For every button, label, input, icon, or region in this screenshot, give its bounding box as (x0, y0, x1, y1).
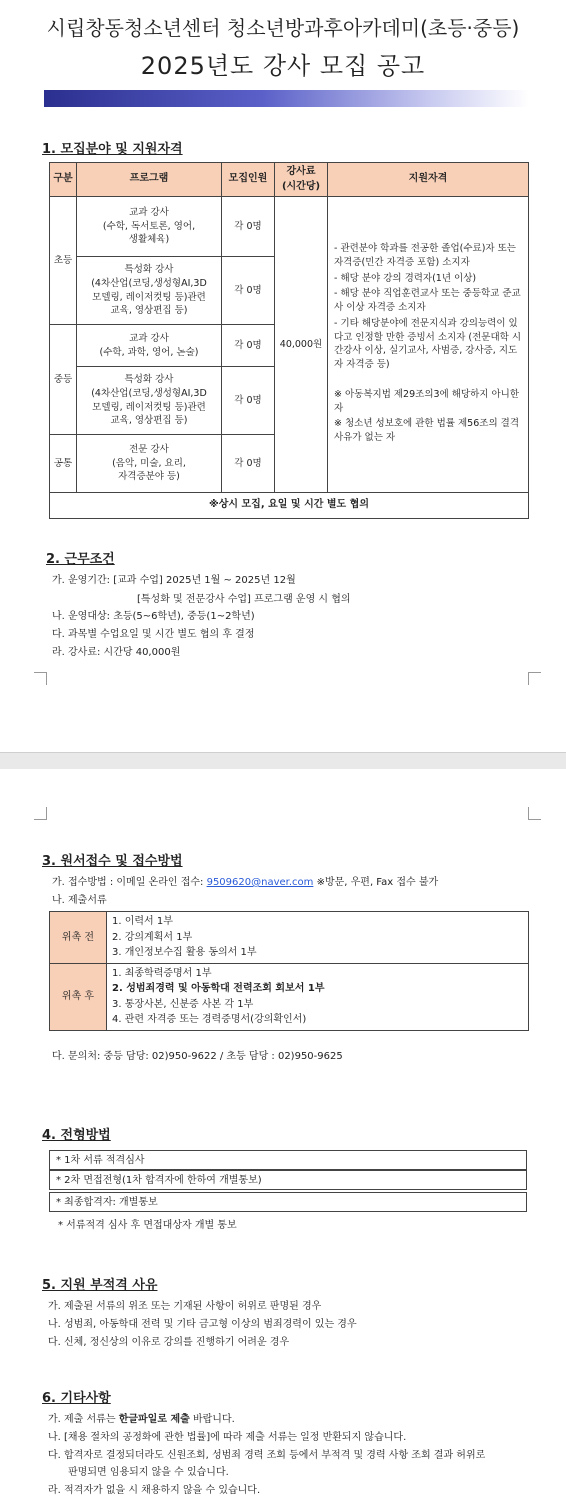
screening-row: * 1차 서류 적격심사 (49, 1150, 527, 1170)
program-cell: 특성화 강사 (4차산업(코딩,생성형AI,3D 모델링, 레이저컷팅 등)관련 교육, 영상편집 등) (77, 367, 222, 435)
work-line: [특성화 및 전문강사 수업] 프로그램 운영 시 협의 (137, 594, 351, 605)
etc-line: 나. [채용 절차의 공정화에 관한 법률]에 따라 제출 서류는 일정 반환되지 않습니다. (48, 1432, 407, 1443)
col-header-program: 프로그램 (77, 163, 222, 197)
section3-heading: 3. 원서접수 및 접수방법 (42, 854, 183, 869)
screening-note: * 서류적격 심사 후 면접대상자 개별 통보 (58, 1220, 237, 1231)
work-line: 다. 과목별 수업요일 및 시간 별도 협의 후 결정 (52, 629, 255, 640)
col-header-division: 구분 (50, 163, 77, 197)
program-cell: 전문 강사 (음악, 미술, 요리, 자격증분야 등) (77, 435, 222, 493)
apply-method: 가. 접수방법 : 이메일 온라인 접수: 9509620@naver.com ※방문, 우편, Fax 접수 불가 (52, 877, 439, 888)
document-page-1 (0, 0, 566, 752)
work-line: 가. 운영기간: [교과 수업] 2025년 1월 ~ 2025년 12월 (52, 575, 296, 586)
contact-line: 다. 문의처: 중등 담당: 02)950-9622 / 초등 담당 : 02)950-9625 (52, 1051, 343, 1062)
recruit-table (49, 162, 529, 519)
col-header-count: 모집인원 (222, 163, 275, 197)
col-header-fee: 강사료 (시간당) (275, 163, 328, 197)
etc-line: 가. 제출 서류는 한글파일로 제출 바랍니다. (48, 1414, 235, 1425)
page-corner-mark (34, 807, 47, 820)
work-line: 나. 운영대상: 초등(5~6학년), 중등(1~2학년) (52, 611, 255, 622)
count-cell: 각 0명 (222, 257, 275, 325)
after-label: 위촉 후 (50, 963, 107, 1030)
documents-table (49, 911, 529, 1031)
screening-row: * 최종합격자: 개별통보 (49, 1192, 527, 1212)
section1-heading: 1. 모집분야 및 지원자격 (42, 142, 183, 157)
count-cell: 각 0명 (222, 435, 275, 493)
ineligible-line: 다. 신체, 정신상의 이유로 강의를 진행하기 어려운 경우 (48, 1337, 290, 1348)
program-cell: 특성화 강사 (4차산업(코딩,생성형AI,3D 모델링, 레이저컷팅 등)관련 교육, 영상편집 등) (77, 257, 222, 325)
work-line: 라. 강사료: 시간당 40,000원 (52, 647, 181, 658)
qualification-cell: - 관련분야 학과를 전공한 졸업(수료)자 또는 자격증(민간 자격증 포함) 소지자 - 해당 분야 강의 경력자(1년 이상) - 해당 분야 직업훈련교사 또는 중등학교 준교사 이상 자격증 소지자 - 기타 해당분야에 전문지식과 강의능력이 있다고 인정할 만한 증빙서 소지자 (전문대학 시간강사 이상, 실기교사, 사범증, 강사증, 지도자 자격증 등) ※ 아동복지법 제29조의3에 해당하지 아니한 자 ※ 청소년 성보호에 관한 법률 제56조의 결격사유가 없는 자 (328, 197, 529, 493)
count-cell: 각 0명 (222, 325, 275, 367)
group-middle: 중등 (50, 325, 77, 435)
title-line-1: 시립창동청소년센터 청소년방과후아카데미(초등·중등) (46, 16, 520, 40)
title-banner (44, 90, 529, 107)
program-cell: 교과 강사 (수학, 과학, 영어, 논술) (77, 325, 222, 367)
after-items: 1. 최종학력증명서 1부 2. 성범죄경력 및 아동학대 전력조회 회보서 1부 3. 통장사본, 신분증 사본 각 1부 4. 관련 자격증 또는 경력증명서(강의확인서) (107, 963, 529, 1030)
group-elementary: 초등 (50, 197, 77, 325)
col-header-qualification: 지원자격 (328, 163, 529, 197)
etc-line: 라. 적격자가 없을 시 채용하지 않을 수 있습니다. (48, 1485, 261, 1496)
page-corner-mark (34, 672, 47, 685)
count-cell: 각 0명 (222, 197, 275, 257)
ineligible-line: 가. 제출된 서류의 위조 또는 기재된 사항이 허위로 판명된 경우 (48, 1301, 322, 1312)
page-title: 2025년도 강사 모집 공고 (140, 52, 426, 80)
group-common: 공통 (50, 435, 77, 493)
etc-line: 다. 합격자로 결정되더라도 신원조회, 성범죄 경력 조회 등에서 부적격 및 경력 사항 조회 결과 허위로 (48, 1450, 486, 1461)
program-cell: 교과 강사 (수학, 독서토론, 영어, 생활체육) (77, 197, 222, 257)
count-cell: 각 0명 (222, 367, 275, 435)
table-footer: ※상시 모집, 요일 및 시간 별도 협의 (50, 493, 529, 519)
section6-heading: 6. 기타사항 (42, 1391, 111, 1406)
email-link[interactable]: 9509620@naver.com (206, 877, 314, 888)
before-label: 위촉 전 (50, 912, 107, 964)
page-corner-mark (528, 672, 541, 685)
docs-label: 나. 제출서류 (52, 895, 107, 906)
screening-row: * 2차 면접전형(1차 합격자에 한하여 개별통보) (49, 1170, 527, 1190)
before-items: 1. 이력서 1부 2. 강의계획서 1부 3. 개인정보수집 활용 동의서 1부 (107, 912, 529, 964)
ineligible-line: 나. 성범죄, 아동학대 전력 및 기타 금고형 이상의 범죄경력이 있는 경우 (48, 1319, 357, 1330)
fee-cell: 40,000원 (275, 197, 328, 493)
etc-line: 판명되면 임용되지 않을 수 있습니다. (68, 1467, 229, 1478)
page-gap (0, 752, 566, 770)
page-corner-mark (528, 807, 541, 820)
section4-heading: 4. 전형방법 (42, 1128, 111, 1143)
section2-heading: 2. 근무조건 (46, 552, 115, 567)
section5-heading: 5. 지원 부적격 사유 (42, 1278, 158, 1293)
